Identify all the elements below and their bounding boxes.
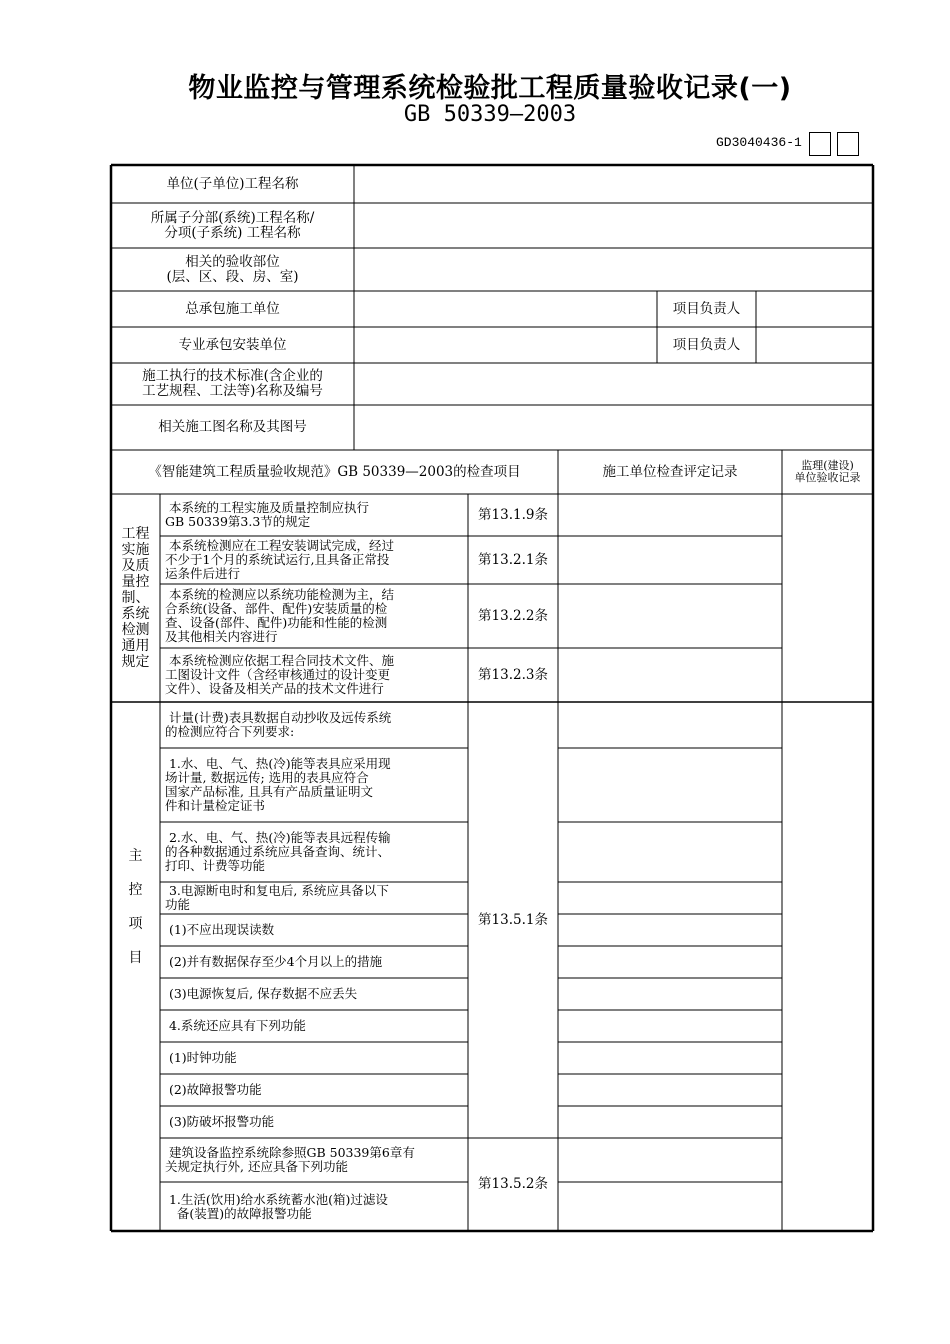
- cell-text: (1)时钟功能: [165, 1050, 237, 1065]
- main-item-construction-record[interactable]: [558, 914, 782, 946]
- main-item-text: [160, 946, 468, 978]
- main-item-construction-record[interactable]: [558, 748, 782, 822]
- label-project-manager-2: [657, 327, 756, 363]
- main-item-text: [160, 1106, 468, 1138]
- general-item-clause: [468, 584, 558, 648]
- cell-text: 《智能建筑工程质量验收规范》GB 50339—2003的检查项目: [148, 463, 521, 480]
- general-item-construction-record[interactable]: [558, 584, 782, 648]
- main-item-text: [160, 748, 468, 822]
- cell-text: 计量(计费)表具数据自动抄收及远传系统 的检测应符合下列要求:: [165, 710, 392, 739]
- main-item-construction-record[interactable]: [558, 1042, 782, 1074]
- input-project-manager-2[interactable]: [756, 327, 873, 363]
- main-item-construction-record[interactable]: [558, 822, 782, 882]
- main-item-text: [160, 1042, 468, 1074]
- main-item-text: [160, 978, 468, 1010]
- cell-text: 本系统的工程实施及质量控制应执行 GB 50339第3.3节的规定: [165, 500, 369, 529]
- general-item-text: [160, 536, 468, 584]
- input-general-contractor[interactable]: [354, 291, 657, 327]
- main-item-construction-record[interactable]: [558, 702, 782, 748]
- label-location: [111, 248, 354, 291]
- main-item-text: [160, 822, 468, 882]
- general-item-clause: [468, 494, 558, 536]
- cell-text: 专业承包安装单位: [178, 336, 287, 353]
- cell-text: 本系统的检测应以系统功能检测为主，结 合系统(设备、部件、配件)安装质量的检 查、设备(部件、配件)功能和性能的检测 及其他相关内容进行: [165, 587, 394, 644]
- main-item-text: [160, 914, 468, 946]
- cell-text: 主控项目: [128, 847, 143, 966]
- page-title: 物业监控与管理系统检验批工程质量验收记录(一): [188, 73, 792, 104]
- cell-text: 监理(建设) 单位验收记录: [794, 459, 861, 484]
- general-section-label: [111, 494, 160, 702]
- main-section-label: [111, 702, 160, 1231]
- cell-text: 第13.5.2条: [478, 1176, 548, 1192]
- standard-code: GB 50339—2003: [403, 102, 577, 127]
- general-item-text: [160, 584, 468, 648]
- cell-text: (3)电源恢复后, 保存数据不应丢失: [165, 986, 358, 1001]
- general-item-clause: [468, 536, 558, 584]
- main-item-construction-record[interactable]: [558, 1074, 782, 1106]
- cell-text: 1.生活(饮用)给水系统蓄水池(箱)过滤设 备(装置)的故障报警功能: [168, 1191, 388, 1221]
- cell-text: (3)防破坏报警功能: [165, 1114, 275, 1129]
- column-header-supervision: [782, 450, 873, 494]
- input-unit-name[interactable]: [354, 165, 873, 203]
- general-item-construction-record[interactable]: [558, 536, 782, 584]
- main-item-construction-record[interactable]: [558, 882, 782, 914]
- cell-text: 1.水、电、气、热(冷)能等表具应采用现 场计量, 数据远传; 选用的表具应符合 国家产品标准, 且具有产品质量证明文 件和计量检定证书: [165, 756, 391, 813]
- cell-text: 第13.1.9条: [478, 506, 548, 523]
- label-sub-project: [111, 203, 354, 248]
- cell-text: 工程实施及质量控制、系统检测通用规定: [121, 526, 150, 670]
- cell-text: 2.水、电、气、热(冷)能等表具远程传输 的各种数据通过系统应具备查询、统计、 打印、计费等功能: [165, 830, 391, 873]
- main-item-text: [160, 1138, 468, 1182]
- main-item-text: [160, 1010, 468, 1042]
- input-drawing[interactable]: [354, 405, 873, 450]
- cell-text: 单位(子单位)工程名称: [166, 175, 299, 192]
- general-item-construction-record[interactable]: [558, 648, 782, 702]
- label-technical-standard: [111, 363, 354, 405]
- cell-text: 本系统检测应依据工程合同技术文件、施 工图设计文件（含经审核通过的设计变更 文件）、设备及相关产品的技术文件进行: [165, 653, 394, 696]
- main-item-construction-record[interactable]: [558, 978, 782, 1010]
- main-item-construction-record[interactable]: [558, 1182, 782, 1231]
- main-item-construction-record[interactable]: [558, 946, 782, 978]
- label-project-manager-1: [657, 291, 756, 327]
- label-general-contractor: [111, 291, 354, 327]
- cell-text: 本系统检测应在工程安装调试完成，经过 不少于1个月的系统试运行,且具备正常投 运条件后进行: [165, 538, 394, 581]
- cell-text: 第13.2.2条: [478, 607, 548, 624]
- cell-text: 建筑设备监控系统除参照GB 50339第6章有 关规定执行外, 还应具备下列功能: [165, 1145, 415, 1174]
- general-supervision-record[interactable]: [782, 494, 873, 702]
- cell-text: (2)并有数据保存至少4个月以上的措施: [165, 954, 383, 969]
- cell-text: 第13.2.3条: [478, 666, 548, 683]
- cell-text: 项目负责人: [672, 336, 741, 353]
- cell-text: 3.电源断电时和复电后, 系统应具备以下 功能: [165, 883, 389, 912]
- input-technical-standard[interactable]: [354, 363, 873, 405]
- main-item-text: [160, 1074, 468, 1106]
- general-item-construction-record[interactable]: [558, 494, 782, 536]
- column-header-items: [111, 450, 558, 494]
- main-item-text: [160, 1182, 468, 1231]
- main-item-construction-record[interactable]: [558, 1106, 782, 1138]
- general-item-clause: [468, 648, 558, 702]
- column-header-construction: [558, 450, 782, 494]
- cell-text: (2)故障报警功能: [165, 1082, 262, 1097]
- cell-text: 相关的验收部位 (层、区、段、房、室): [166, 253, 299, 285]
- form-code: GD3040436-1: [716, 135, 802, 150]
- main-item-construction-record[interactable]: [558, 1010, 782, 1042]
- input-project-manager-1[interactable]: [756, 291, 873, 327]
- main-item-clause-1: [468, 702, 558, 1138]
- main-item-clause-2: [468, 1138, 558, 1231]
- label-drawing: [111, 405, 354, 450]
- general-item-text: [160, 648, 468, 702]
- cell-text: 施工单位检查评定记录: [602, 463, 738, 480]
- cell-text: 施工执行的技术标准(含企业的 工艺规程、工法等)名称及编号: [142, 368, 323, 399]
- label-unit-name: [111, 165, 354, 203]
- general-item-text: [160, 494, 468, 536]
- main-item-text: [160, 882, 468, 914]
- cell-text: 4.系统还应具有下列功能: [165, 1018, 306, 1033]
- cell-text: 第13.2.1条: [478, 551, 548, 568]
- cell-text: 项目负责人: [672, 300, 741, 317]
- main-item-text: [160, 702, 468, 748]
- cell-text: 第13.5.1条: [478, 911, 548, 928]
- cell-text: 相关施工图名称及其图号: [158, 419, 307, 435]
- label-special-contractor: [111, 327, 354, 363]
- main-supervision-record[interactable]: [782, 702, 873, 1231]
- cell-text: 总承包施工单位: [185, 300, 280, 317]
- cell-text: 所属子分部(系统)工程名称/ 分项(子系统) 工程名称: [150, 209, 315, 241]
- input-sub-project[interactable]: [354, 203, 873, 248]
- input-special-contractor[interactable]: [354, 327, 657, 363]
- input-location[interactable]: [354, 248, 873, 291]
- main-item-construction-record[interactable]: [558, 1138, 782, 1182]
- cell-text: (1)不应出现误读数: [165, 922, 275, 937]
